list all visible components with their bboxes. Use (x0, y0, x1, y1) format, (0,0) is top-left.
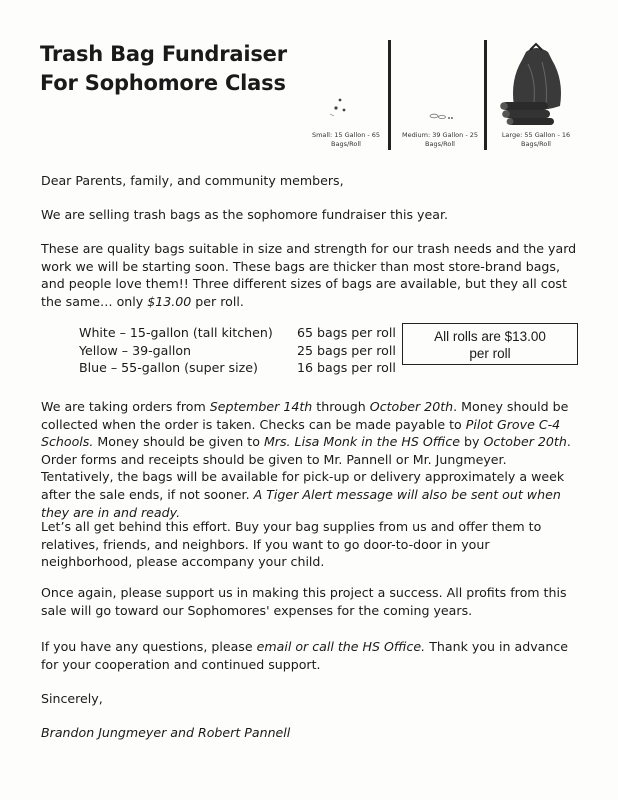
orders-paragraph (41, 398, 581, 521)
size-name: Yellow – 39-gallon (79, 342, 192, 358)
orders-text: We are taking orders from (41, 399, 210, 414)
signature: Brandon Jungmeyer and Robert Pannell (41, 725, 291, 740)
quality-price: $13.00 (147, 293, 192, 309)
title-line-1: Trash Bag Fundraiser (40, 42, 287, 66)
orders-alert-note: A Tiger Alert message will also be sent out when they are in and ready. (41, 486, 561, 520)
title-line-2: For Sophomore Class (40, 71, 286, 95)
orders-recipient: Mrs. Lisa Monk in the HS Office (263, 434, 460, 450)
small-bag-image (300, 40, 392, 130)
orders-end-date: October 20th (369, 399, 454, 414)
intro-paragraph: We are selling trash bags as the sophomore fundraiser this year. (41, 207, 448, 222)
questions-text: If you have any questions, please (41, 639, 257, 654)
questions-text: Thank you in advance for your cooperation and continued support. (41, 639, 569, 672)
orders-payee: Pilot Grove C-4 Schools. (41, 416, 561, 450)
size-count: 16 bags per roll (297, 360, 396, 376)
size-name: Blue – 55-gallon (super size) (79, 360, 258, 376)
orders-text: Money should be given to (93, 434, 264, 450)
closing: Sincerely, (41, 691, 103, 706)
product-large (490, 40, 582, 160)
product-large-caption-line-2: Bags/Roll (521, 140, 551, 148)
image-divider (484, 40, 487, 150)
price-box-line-1: All rolls are $13.00 (434, 329, 546, 344)
size-count: 65 bags per roll (297, 325, 396, 340)
medium-bag-image (394, 40, 486, 130)
image-divider (388, 40, 391, 150)
size-count: 25 bags per roll (297, 342, 396, 358)
effort-paragraph: Let’s all get behind this effort. Buy your bag supplies from us and offer them to relatives, friends, and neighbors. If you want to go door-to-door in your neighborhood, please accompany your child. (41, 519, 542, 570)
orders-start-date: September 14th (209, 399, 313, 414)
size-name: White – 15-gallon (tall kitchen) (79, 325, 273, 340)
orders-text: through (312, 399, 370, 414)
product-large-caption (490, 131, 582, 149)
quality-text: These are quality bags suitable in size and strength for our trash needs and the yard work we will be starting soon. These bags are thicker than most store-brand bags, and people love them!! Three different sizes of bags are available, but they all cost the same… only (41, 241, 577, 309)
questions-paragraph (41, 638, 581, 673)
product-small-caption (300, 131, 392, 149)
orders-text: . Money should be collected when the order is taken. Checks can be made payable to (41, 399, 569, 432)
product-medium (394, 40, 486, 160)
product-medium-caption-line-1: Medium: 39 Gallon - 25 (401, 131, 479, 139)
quality-paragraph (41, 240, 581, 310)
product-large-caption-line-1: Large: 55 Gallon - 16 (501, 131, 571, 139)
quality-end: per roll. (191, 293, 244, 309)
product-small-caption-line-2: Bags/Roll (331, 140, 361, 148)
support-paragraph: Once again, please support us in making this project a success. All profits from this sale will go toward our Sophomores' expenses for the coming years. (41, 585, 567, 618)
price-box-line-2: per roll (469, 346, 511, 361)
greeting: Dear Parents, family, and community members, (41, 173, 344, 188)
product-images (300, 40, 580, 160)
large-bag-image (490, 40, 582, 130)
product-medium-caption (394, 131, 486, 149)
price-box (402, 323, 578, 365)
questions-contact: email or call the HS Office. (256, 639, 426, 654)
product-small-caption-line-1: Small: 15 Gallon - 65 (311, 131, 381, 139)
orders-deadline: October 20th (483, 434, 567, 450)
orders-text: . Order forms and receipts should be given to Mr. Pannell or Mr. Jungmeyer. Tentatively, the bags will be available for pick-up or delivery approximately a week after the sale ends, if not sooner. (41, 434, 571, 502)
product-small (300, 40, 392, 160)
document-title (40, 40, 287, 98)
product-medium-caption-line-2: Bags/Roll (425, 140, 455, 148)
orders-text: by (460, 434, 484, 450)
